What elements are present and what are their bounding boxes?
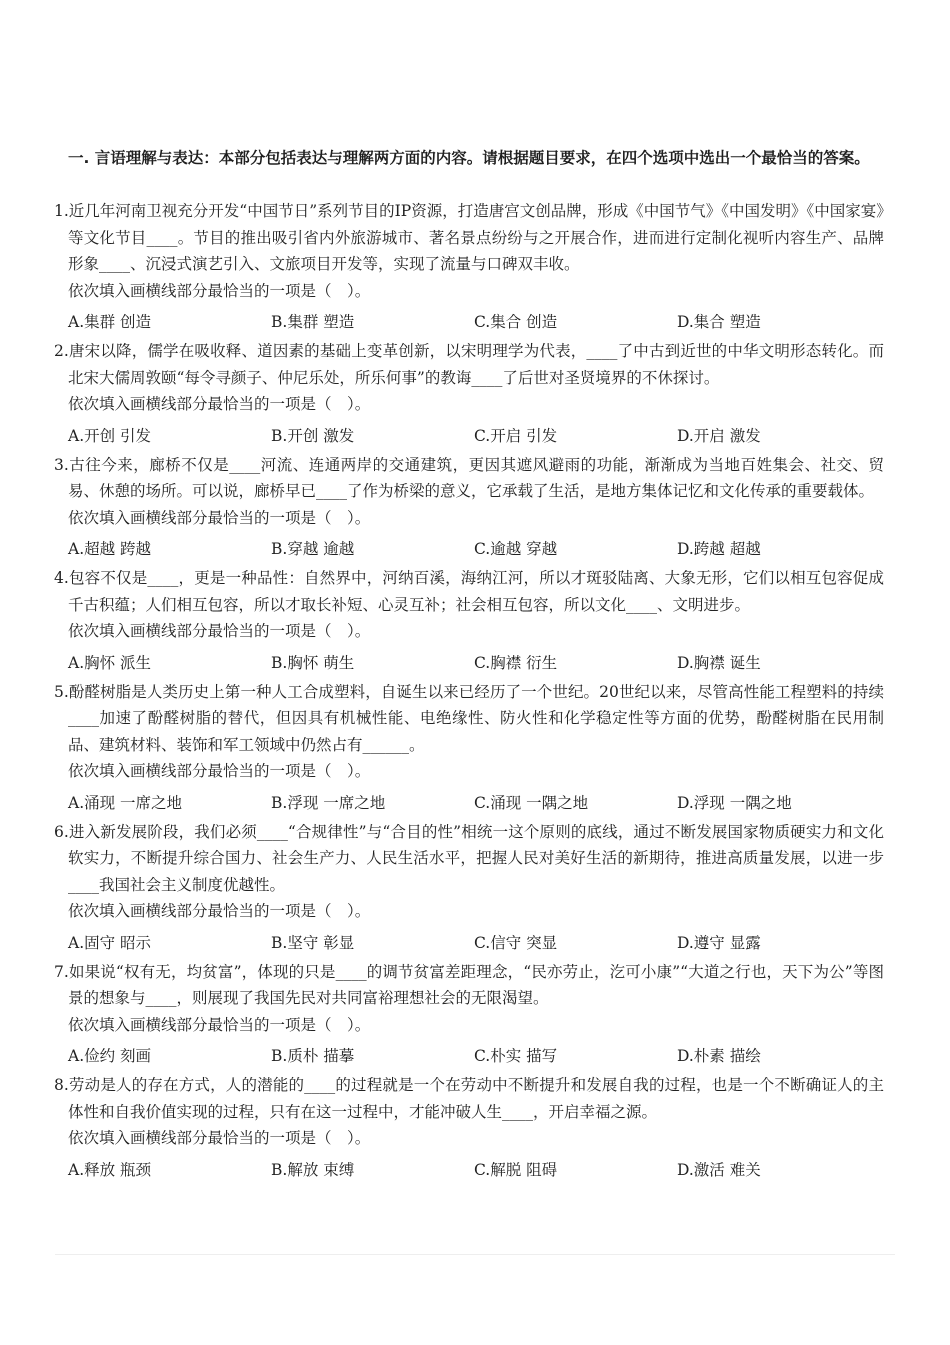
question-text: 包容不仅是____，更是一种品性：自然界中，河纳百溪，海纳江河，所以才斑驳陆离、大象无形，它们以相互包容促成千古积蕴；人们相互包容，所以才取长补短、心灵互补；社会相互包容，所以文化____、文明进步。: [68, 569, 884, 614]
question-number: 5.: [54, 682, 69, 701]
option-b: B.开创 激发: [271, 426, 355, 445]
option-d: D.朴素 描绘: [677, 1047, 761, 1065]
question-number: 6.: [54, 822, 69, 841]
question-5: [54, 679, 884, 817]
question-prompt: 依次填入画横线部分最恰当的一项是（ ）。: [68, 508, 371, 527]
question-prompt: 依次填入画横线部分最恰当的一项是（ ）。: [68, 902, 371, 920]
page-divider: [55, 1254, 895, 1255]
option-d: D.遵守 显露: [677, 933, 761, 952]
question-1: [54, 198, 884, 336]
question-stem: [54, 959, 884, 1012]
option-row: [54, 647, 884, 677]
question-prompt: 依次填入画横线部分最恰当的一项是（ ）。: [68, 1015, 371, 1034]
option-a: A.涌现 一席之地: [68, 793, 183, 812]
question-text: 唐宋以降，儒学在吸收释、道因素的基础上变革创新，以宋明理学为代表，____了中古到近世的中华文明形态转化。而北宋大儒周敦颐“每令寻颜子、仲尼乐处，所乐何事”的教诲____了后世对圣贤境界的不休探讨。: [68, 342, 884, 387]
question-text: 酚醛树脂是人类历史上第一种人工合成塑料，自诞生以来已经历了一个世纪。20世纪以来，尽管高性能工程塑料的持续____加速了酚醛树脂的替代，但因具有机械性能、电绝缘性、防火性和化学稳定性等方面的优势，酚醛树脂在民用制品、建筑材料、装饰和军工领域中仍然占有______。: [68, 682, 884, 754]
question-3: [54, 452, 884, 564]
question-stem: [54, 679, 884, 759]
option-row: [54, 1040, 884, 1070]
question-text: 古往今来，廊桥不仅是____河流、连通两岸的交通建筑，更因其遮风避雨的功能，渐渐成为当地百姓集会、社交、贸易、休憩的场所。可以说，廊桥早已____了作为桥梁的意义，它承载了生活，是地方集体记忆和文化传承的重要载体。: [68, 455, 884, 500]
question-prompt: 依次填入画横线部分最恰当的一项是（ ）。: [68, 762, 371, 780]
question-prompt: 依次填入画横线部分最恰当的一项是（ ）。: [68, 281, 371, 300]
question-text: 近几年河南卫视充分开发“中国节日”系列节目的IP资源，打造唐宫文创品牌，形成《中国节气》《中国发明》《中国家宴》等文化节目____。节目的推出吸引省内外旅游城市、著名景点纷纷与之开展合作，进而进行定制化视听内容生产、品牌形象____、沉浸式演艺引入、文旅项目开发等，实现了流量与口碑双丰收。: [68, 202, 884, 273]
question-number: 7.: [54, 962, 69, 981]
question-8: [54, 1072, 884, 1184]
question-number: 3.: [54, 455, 69, 474]
question-number: 2.: [54, 342, 69, 360]
section-title: 一. 言语理解与表达：本部分包括表达与理解两方面的内容。请根据题目要求，在四个选项中选出一个最恰当的答案。: [68, 149, 870, 167]
option-row: [54, 927, 884, 957]
option-d: D.浮现 一隅之地: [677, 793, 792, 812]
option-a: A.固守 昭示: [68, 933, 152, 952]
option-c: C.逾越 穿越: [474, 540, 558, 558]
question-list: [54, 198, 884, 1186]
option-c: C.朴实 描写: [474, 1047, 558, 1065]
option-a: A.胸怀 派生: [68, 653, 152, 672]
option-row: [54, 533, 884, 563]
question-4: [54, 565, 884, 677]
option-row: [54, 306, 884, 336]
option-b: B.质朴 描摹: [271, 1047, 355, 1065]
question-prompt: 依次填入画横线部分最恰当的一项是（ ）。: [68, 1129, 371, 1147]
option-d: D.胸襟 诞生: [677, 653, 761, 672]
question-number: 4.: [54, 569, 69, 587]
option-d: D.激活 难关: [677, 1160, 761, 1179]
question-number: 1.: [54, 202, 69, 220]
question-stem: [54, 819, 884, 899]
option-d: D.开启 激发: [677, 426, 761, 445]
question-7: [54, 959, 884, 1071]
option-c: C.胸襟 衍生: [474, 653, 558, 672]
question-stem: [54, 452, 884, 505]
option-c: C.涌现 一隅之地: [474, 793, 589, 812]
question-text: 如果说“权有无，均贫富”，体现的只是____的调节贫富差距理念，“民亦劳止，汔可小康”“大道之行也，天下为公”等图景的想象与____，则展现了我国先民对共同富裕理想社会的无限渴望。: [68, 962, 884, 1007]
question-stem: [54, 1072, 884, 1125]
option-a: A.释放 瓶颈: [68, 1160, 152, 1179]
question-prompt: 依次填入画横线部分最恰当的一项是（ ）。: [68, 622, 371, 640]
option-row: [54, 787, 884, 817]
question-prompt: 依次填入画横线部分最恰当的一项是（ ）。: [68, 395, 371, 413]
option-c: C.集合 创造: [474, 313, 558, 331]
option-row: [54, 1154, 884, 1184]
option-c: C.解脱 阻碍: [474, 1160, 558, 1179]
option-b: B.穿越 逾越: [271, 540, 355, 558]
option-c: C.信守 突显: [474, 933, 558, 952]
question-number: 8.: [54, 1076, 69, 1094]
question-text: 劳动是人的存在方式，人的潜能的____的过程就是一个在劳动中不断提升和发展自我的过程，也是一个不断确证人的主体性和自我价值实现的过程，只有在这一过程中，才能冲破人生____，开启幸福之源。: [68, 1076, 884, 1121]
option-b: B.胸怀 萌生: [271, 653, 355, 672]
question-stem: [54, 198, 884, 278]
option-a: A.集群 创造: [68, 313, 152, 331]
question-stem: [54, 338, 884, 391]
option-a: A.俭约 刻画: [68, 1047, 152, 1065]
question-text: 进入新发展阶段，我们必须____“合规律性”与“合目的性”相统一这个原则的底线，通过不断发展国家物质硬实力和文化软实力，不断提升综合国力、社会生产力、人民生活水平，把握人民对美好生活的新期待，推进高质量发展，以进一步____我国社会主义制度优越性。: [68, 822, 884, 894]
question-stem: [54, 565, 884, 618]
option-b: B.解放 束缚: [271, 1160, 355, 1179]
question-6: [54, 819, 884, 957]
option-a: A.超越 跨越: [68, 540, 152, 558]
option-row: [54, 420, 884, 450]
option-b: B.浮现 一席之地: [271, 793, 386, 812]
option-b: B.坚守 彰显: [271, 933, 355, 952]
question-2: [54, 338, 884, 450]
option-c: C.开启 引发: [474, 426, 558, 445]
option-a: A.开创 引发: [68, 426, 152, 445]
option-d: D.集合 塑造: [677, 313, 761, 331]
option-b: B.集群 塑造: [271, 313, 355, 331]
option-d: D.跨越 超越: [677, 540, 761, 558]
